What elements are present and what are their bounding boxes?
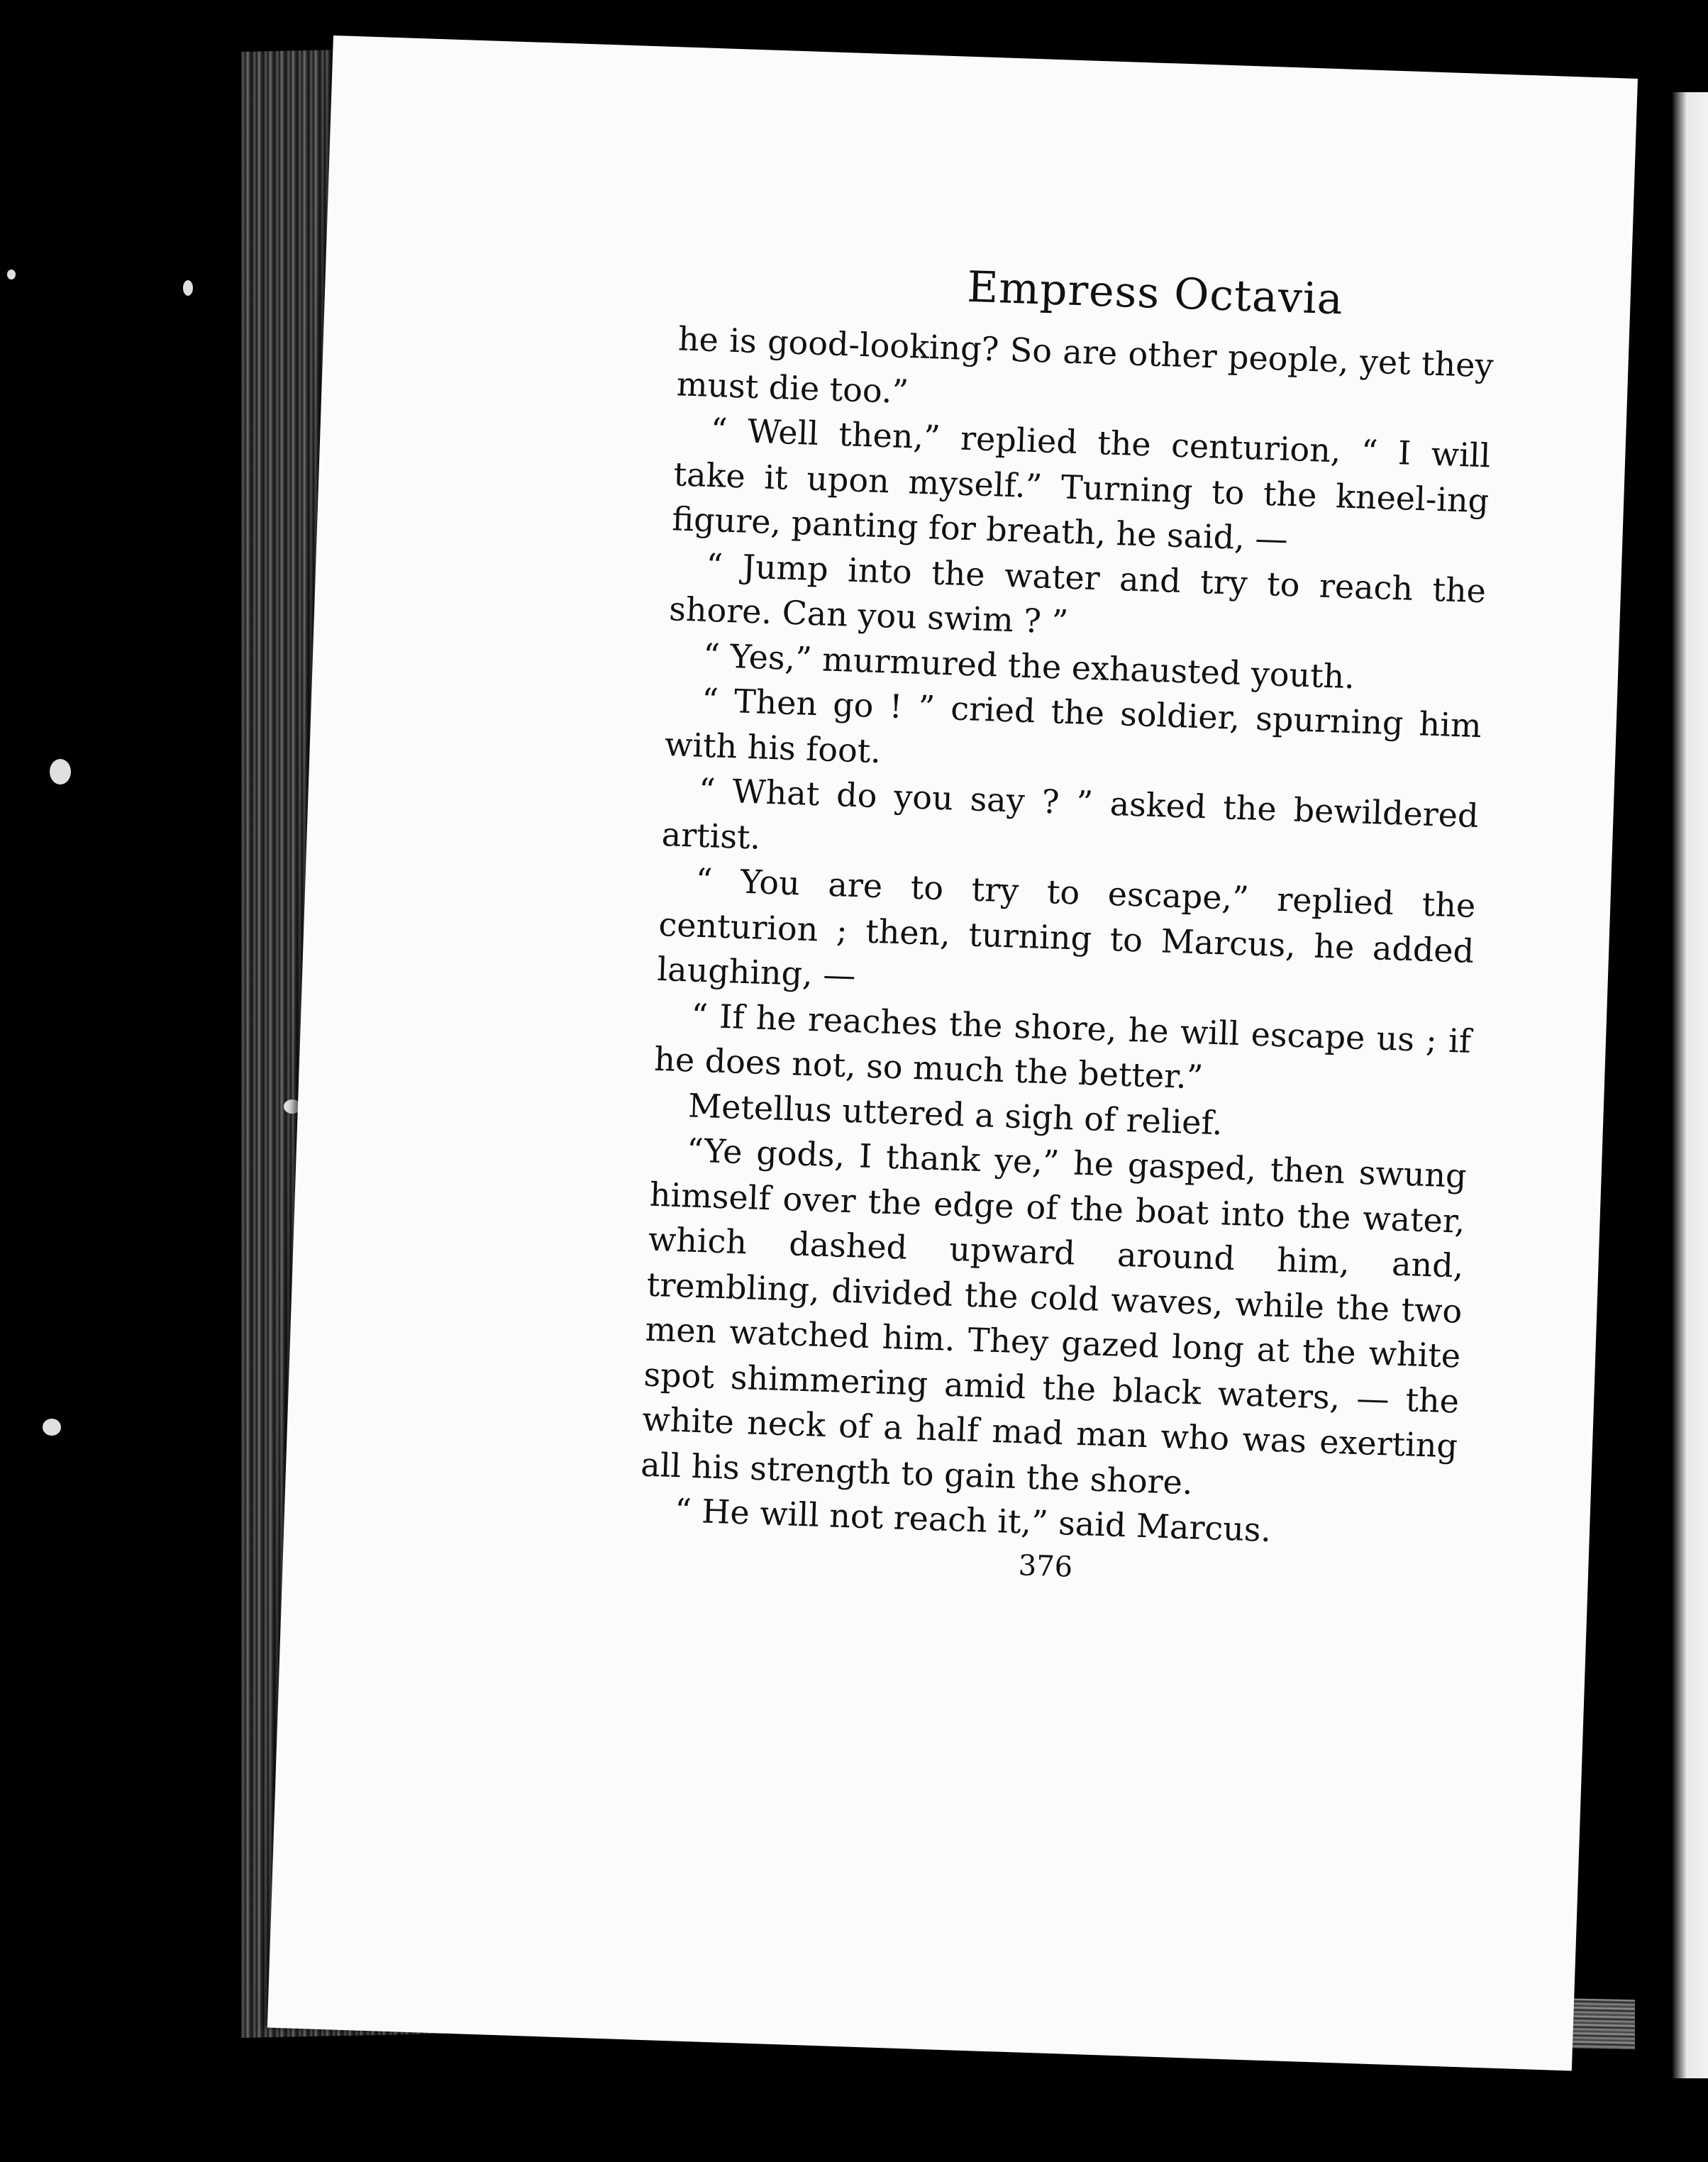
paragraph: “ Jump into the water and try to reach the shore. Can you swim ? ” — [668, 545, 1487, 641]
body-text — [638, 316, 1494, 1559]
paragraph: “ You are to try to escape,” replied the centurion ; then, turning to Marcus, he added laughing, — — [656, 860, 1477, 995]
book-page — [267, 35, 1638, 2070]
dust-speck — [183, 280, 193, 296]
paragraph: “ What do you say ? ” asked the bewildered artist. — [661, 770, 1480, 857]
paragraph: he is good-looking? So are other people, yet they must die too.” — [676, 319, 1494, 411]
dust-speck — [50, 759, 71, 785]
paragraph: Metellus uttered a sigh of relief. — [687, 1085, 1224, 1142]
paragraph: “ Then go ! ” cried the soldier, spurning him with his foot. — [664, 680, 1482, 770]
dust-speck — [43, 1419, 61, 1436]
paragraph: “Ye gods, I thank ye,” he gasped, then swung himself over the edge of the boat into the water, which dashed upward around him, and, trembling, divided the cold waves, while the two men watched him. They gazed long at the white spot shimmering amid the black waters, — the white neck of a half mad man who was exerting all his strength to gain the shore. — [640, 1131, 1468, 1502]
page-content — [638, 253, 1497, 1596]
dust-speck — [7, 270, 16, 279]
paragraph: “ If he reaches the shore, he will escape us ; if he does not, so much the better.” — [653, 996, 1472, 1097]
running-head: Empress Octavia — [966, 262, 1344, 325]
paragraph: “ Well then,” replied the centurion, “ I will take it upon myself.” Turning to the kneel-ing figure, panting for breath, he said, — — [671, 410, 1492, 558]
paragraph: “ He will not reach it,” said Marcus. — [674, 1491, 1272, 1549]
paragraph: “ Yes,” murmured the exhausted youth. — [702, 636, 1355, 696]
facing-page-edge — [1673, 92, 1708, 2078]
page-number: 376 — [1018, 1548, 1073, 1584]
